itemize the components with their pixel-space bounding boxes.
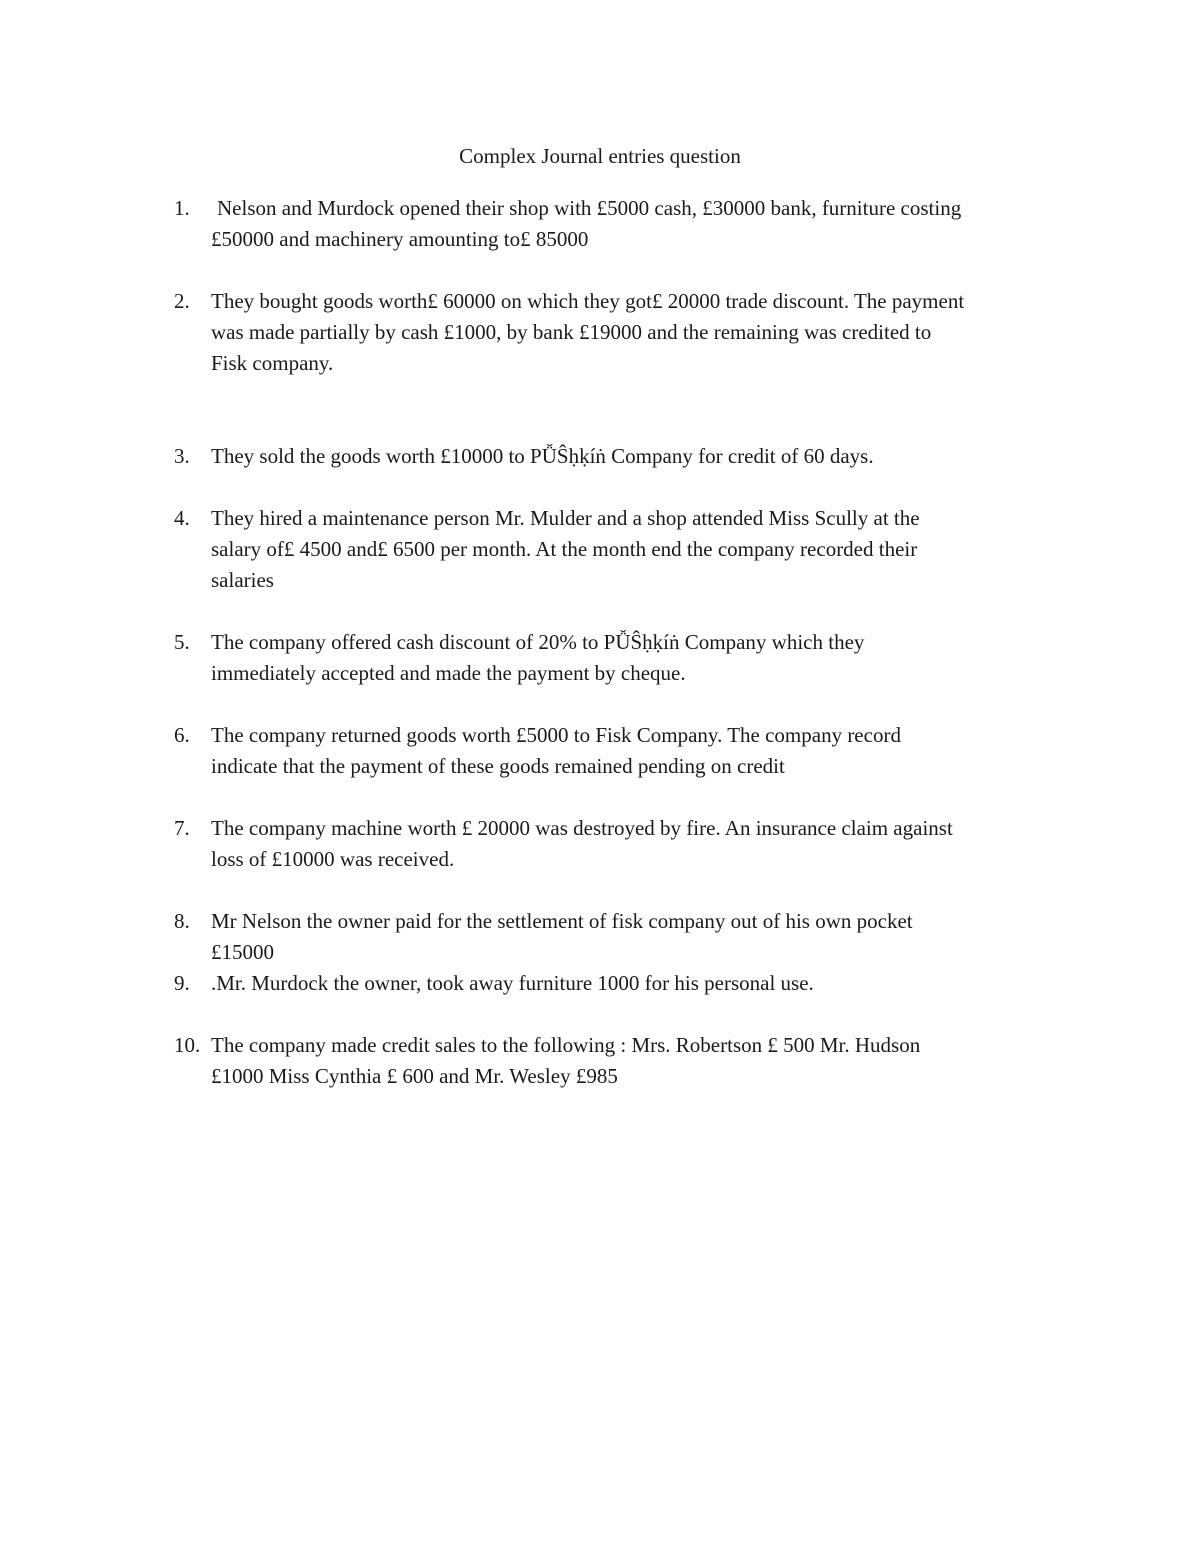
- question-10: [174, 1030, 1064, 1092]
- question-5: [174, 627, 1064, 689]
- question-2: [174, 286, 1064, 379]
- question-line: loss of £10000 was received.: [211, 847, 455, 871]
- question-number: 5.: [174, 630, 190, 654]
- question-line: Mr Nelson the owner paid for the settlement of fisk company out of his own pocket: [211, 909, 913, 933]
- question-number: 1.: [174, 196, 190, 220]
- question-line: indicate that the payment of these goods remained pending on credit: [211, 754, 785, 778]
- question-text: [211, 720, 1064, 782]
- question-text: [211, 193, 1064, 255]
- question-3: [174, 441, 1064, 472]
- question-line: The company machine worth £ 20000 was destroyed by fire. An insurance claim against: [211, 816, 953, 840]
- question-line: The company made credit sales to the following : Mrs. Robertson £ 500 Mr. Hudson: [211, 1033, 921, 1057]
- question-text: [211, 627, 1064, 689]
- question-line: The company offered cash discount of 20% to PǙŜḥḳíṅ Company which they: [211, 630, 865, 654]
- question-text: [211, 968, 1064, 999]
- page-title: Complex Journal entries question: [459, 144, 741, 168]
- question-number: 4.: [174, 506, 190, 530]
- question-number: 2.: [174, 289, 190, 313]
- question-text: [211, 1030, 1064, 1092]
- question-7: [174, 813, 1064, 875]
- question-number: 6.: [174, 723, 190, 747]
- question-number: 7.: [174, 816, 190, 840]
- question-line: salary of£ 4500 and£ 6500 per month. At the month end the company recorded their: [211, 537, 918, 561]
- question-text: [211, 906, 1064, 968]
- question-line: They hired a maintenance person Mr. Mulder and a shop attended Miss Scully at the: [211, 506, 920, 530]
- question-9: [174, 968, 1064, 999]
- question-number: 9.: [174, 971, 190, 995]
- question-line: They bought goods worth£ 60000 on which they got£ 20000 trade discount. The payment: [211, 289, 965, 313]
- question-line: £50000 and machinery amounting to£ 85000: [211, 227, 589, 251]
- question-4: [174, 503, 1064, 596]
- question-6: [174, 720, 1064, 782]
- question-line: was made partially by cash £1000, by bank £19000 and the remaining was credited to: [211, 320, 932, 344]
- question-line: Nelson and Murdock opened their shop with £5000 cash, £30000 bank, furniture costing: [217, 196, 962, 220]
- question-line: £1000 Miss Cynthia £ 600 and Mr. Wesley £985: [211, 1064, 618, 1088]
- question-line: Fisk company.: [211, 351, 334, 375]
- question-line: They sold the goods worth £10000 to PǙŜḥḳíṅ Company for credit of 60 days.: [211, 444, 874, 468]
- question-text: [211, 813, 1064, 875]
- question-line: .Mr. Murdock the owner, took away furniture 1000 for his personal use.: [211, 971, 814, 995]
- question-number: 3.: [174, 444, 190, 468]
- question-text: [211, 286, 1064, 379]
- question-number: 10.: [174, 1033, 201, 1057]
- question-number: 8.: [174, 909, 190, 933]
- question-8: [174, 906, 1064, 968]
- question-1: [174, 193, 1064, 255]
- question-line: £15000: [211, 940, 274, 964]
- question-line: The company returned goods worth £5000 to Fisk Company. The company record: [211, 723, 901, 747]
- question-line: salaries: [211, 568, 274, 592]
- question-line: immediately accepted and made the payment by cheque.: [211, 661, 686, 685]
- question-text: [211, 503, 1064, 596]
- question-text: [211, 441, 1064, 472]
